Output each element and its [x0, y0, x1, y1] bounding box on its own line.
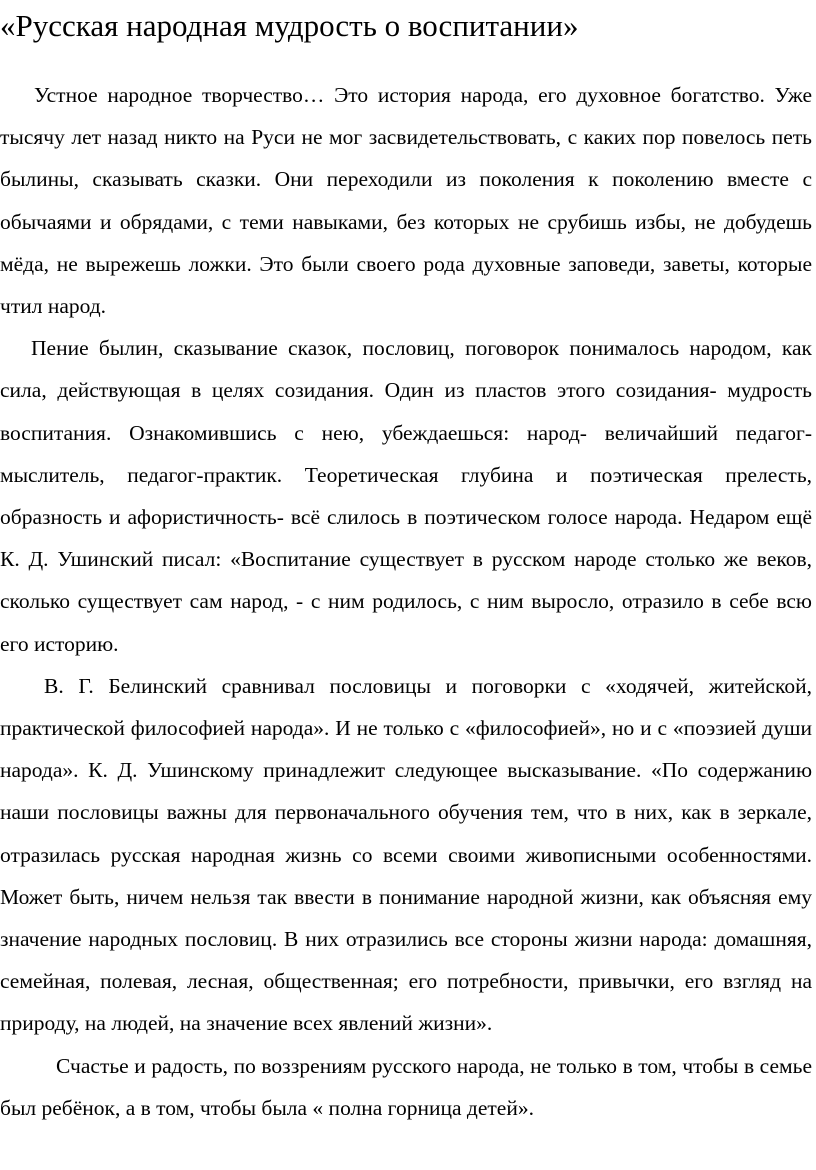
paragraph-belinsky-proverbs: В. Г. Белинский сравнивал пословицы и поговорки с «ходячей, житейской, практической философией народа». И не только с «философией», но и с «поэзией души народа». К. Д. Ушинскому принадлежит следующее высказывание. «По содержанию наши пословицы важны для первоначального обучения тем, что в них, как в зеркале, отразилась русская народная жизнь со всеми своими живописными особенностями. Может быть, ничем нельзя так ввести в понимание народной жизни, как объясняя ему значение народных пословиц. В них отразились все стороны жизни народа: домашняя, семейная, полевая, лесная, общественная; его потребности, привычки, его взгляд на природу, на людей, на значение всех явлений жизни». — [0, 673, 812, 1036]
paragraph-oral-folk-art: Устное народное творчество… Это история народа, его духовное богатство. Уже тысячу лет назад никто на Руси не мог засвидетельствовать, с каких пор повелось петь былины, сказывать сказки. Они переходили из поколения к поколению вместе с обычаями и обрядами, с теми навыками, без которых не срубишь избы, не добудешь мёда, не вырежешь ложки. Это были своего рода духовные заповеди, заветы, которые чтил народ. — [0, 83, 812, 319]
paragraph-happiness-and-joy: Счастье и радость, по воззрениям русского народа, не только в том, чтобы в семье был ребёнок, а в том, чтобы была « полна горница детей». — [0, 1053, 812, 1120]
paragraph-wisdom-of-upbringing: Пение былин, сказывание сказок, пословиц, поговорок понималось народом, как сила, действующая в целях созидания. Один из пластов этого созидания- мудрость воспитания. Ознакомившись с нею, убеждаешься: народ- величайший педагог-мыслитель, педагог-практик. Теоретическая глубина и поэтическая прелесть, образность и афористичность- всё слилось в поэтическом голосе народа. Недаром ещё К. Д. Ушинский писал: «Воспитание существует в русском народе столько же веков, сколько существует сам народ, - с ним родилось, с ним выросло, отразило в себе всю его историю. — [0, 336, 812, 656]
document-body — [0, 74, 812, 1129]
document-title: «Русская народная мудрость о воспитании» — [0, 8, 579, 43]
